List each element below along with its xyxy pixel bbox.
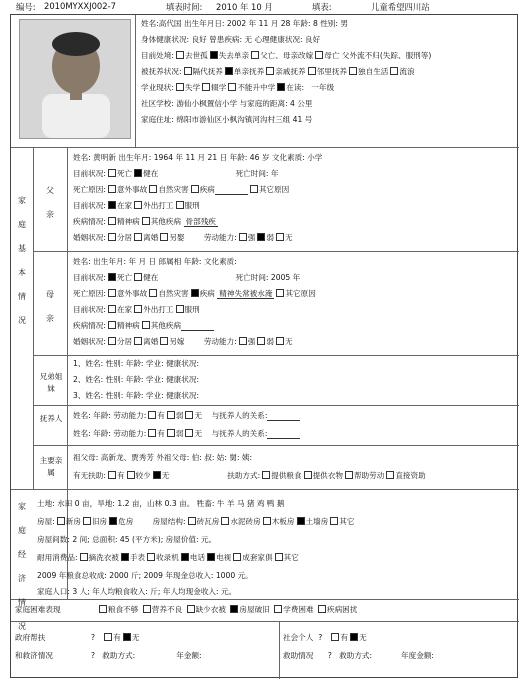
sibling-3: 3、姓名: 性别: 年龄: 学业: 健康状况: <box>73 391 199 400</box>
checkbox-weak[interactable] <box>167 411 175 419</box>
difficulty-options: 粮食不够 营养不良 缺少衣被 房屋破旧 学费困难 疾病困扰 <box>97 605 357 615</box>
checkbox-social-no[interactable] <box>350 633 358 641</box>
checkbox-little[interactable] <box>127 471 135 479</box>
father-marriage: 婚姻状况: 分居 离婚 另娶 劳动能力: 强 弱 无 <box>73 233 293 242</box>
checkbox-disaster[interactable] <box>149 185 157 193</box>
checkbox-separated[interactable] <box>108 233 116 241</box>
checkbox-relative-care[interactable] <box>266 67 274 75</box>
checkbox-mother-alive[interactable] <box>134 273 142 281</box>
checkbox-mother-dead[interactable] <box>315 51 323 59</box>
guardian-label: 抚养人 <box>39 414 63 423</box>
relatives-label: 主要亲属 <box>39 456 63 477</box>
father-death-cause: 死亡原因: 意外事故 自然灾害 疾病 其它原因 <box>73 185 290 194</box>
checkbox-earth[interactable] <box>297 517 305 525</box>
father-current: 目前状况: 在家 外出打工 服刑 <box>73 201 200 210</box>
checkbox-illness[interactable] <box>191 289 199 297</box>
economy-land: 土地: 水田 0 亩，旱地: 1.2 亩，山林 0.3 亩。 牲畜: 牛 羊 马 猪 鸡 鸭 鹅 <box>37 499 285 508</box>
checkbox-father-alive[interactable] <box>134 169 142 177</box>
checkbox-malnutrition[interactable] <box>143 605 151 613</box>
fill-time: 2010 年 10 月 <box>216 2 273 12</box>
checkbox-accident[interactable] <box>108 185 116 193</box>
economy-rooms: 房屋间数: 2 间; 总面积: 45 (平方米); 房屋价值: 元。 <box>37 535 217 544</box>
checkbox-other[interactable] <box>330 517 338 525</box>
checkbox-gov-yes[interactable] <box>104 633 112 641</box>
checkbox-tuition[interactable] <box>274 605 282 613</box>
form-code: 2010MYXXJ002-7 <box>44 1 116 11</box>
checkbox-remarried[interactable] <box>160 233 168 241</box>
mother-label: 母 亲 <box>46 290 54 323</box>
checkbox-weak[interactable] <box>167 429 175 437</box>
child-basic-info: 姓名:高代国 出生年月日: 2002 年 11 月 28 年龄: 8 性别: 男 <box>141 19 348 28</box>
mother-disease: 疾病情况: 精神病 其他疾病 <box>73 321 214 331</box>
checkbox-dropout[interactable] <box>202 83 210 91</box>
economy-section-label: 家 庭 经 济 情 况 <box>18 502 26 631</box>
checkbox-prison[interactable] <box>176 201 184 209</box>
difficulty-label: 家庭困难表现 <box>15 605 61 614</box>
checkbox-migrant[interactable] <box>134 201 142 209</box>
checkbox-other[interactable] <box>276 289 284 297</box>
economy-goods: 耐用消费品: 摘洗衣被 手表 收录机 电话 电视 成套家俱 其它 <box>37 553 299 562</box>
checkbox-homeless[interactable] <box>390 67 398 75</box>
father-basic: 姓名: 黄明新 出生年月: 1964 年 11 月 21 日 年龄: 46 岁 文化素质: 小学 <box>73 153 323 162</box>
checkbox-new-house[interactable] <box>57 517 65 525</box>
org-label: 填表: <box>312 2 332 12</box>
social-aid-detail: 救助情况 ? 救助方式: 年度金额: <box>283 651 434 660</box>
checkbox-phone[interactable] <box>181 553 189 561</box>
checkbox-clothes-shortage[interactable] <box>187 605 195 613</box>
checkbox-separated[interactable] <box>108 337 116 345</box>
checkbox-prison[interactable] <box>176 305 184 313</box>
checkbox-orphan[interactable] <box>176 51 184 59</box>
checkbox-labor[interactable] <box>345 471 353 479</box>
mother-death-cause: 死亡原因: 意外事故 自然灾害 疾病 精神失常被水淹 其它原因 <box>73 289 316 298</box>
checkbox-food-shortage[interactable] <box>99 605 107 613</box>
mother-status: 目前状况: 死亡 健在 死亡时间: 2005 年 <box>73 273 301 282</box>
gov-aid-label: 政府帮扶 <box>15 633 46 642</box>
checkbox-social-yes[interactable] <box>331 633 339 641</box>
checkbox-father-dead[interactable] <box>251 51 259 59</box>
survey-form <box>10 14 518 678</box>
checkbox-none[interactable] <box>153 471 161 479</box>
checkbox-divorced[interactable] <box>134 337 142 345</box>
checkbox-old-house[interactable] <box>230 605 238 613</box>
checkbox-alone[interactable] <box>349 67 357 75</box>
family-section-label: 家 庭 基 本 情 况 <box>18 196 26 325</box>
checkbox-at-home[interactable] <box>108 305 116 313</box>
economy-population: 家庭人口: 3 人; 年人均粮食收入: 斤; 年人均现金收入: 元。 <box>37 587 237 596</box>
checkbox-strong[interactable] <box>239 233 247 241</box>
checkbox-disease[interactable] <box>318 605 326 613</box>
checkbox-strong[interactable] <box>239 337 247 345</box>
checkbox-father-dead[interactable] <box>108 169 116 177</box>
siblings-label: 兄弟姐妹 <box>39 372 63 393</box>
checkbox-clothes[interactable] <box>304 471 312 479</box>
father-disease: 疾病情况: 精神病 其他疾病 骨部残疾 <box>73 217 216 226</box>
checkbox-other[interactable] <box>275 553 283 561</box>
checkbox-has[interactable] <box>148 411 156 419</box>
checkbox-mother-dead[interactable] <box>108 273 116 281</box>
child-photo <box>19 19 131 139</box>
checkbox-migrant[interactable] <box>134 305 142 313</box>
relatives-support: 有无扶助: 有 较少 无 扶助方式: 提供粮食 提供衣物 帮助劳动 直接资助 <box>73 471 426 480</box>
checkbox-has[interactable] <box>108 471 116 479</box>
checkbox-radio[interactable] <box>147 553 155 561</box>
checkbox-divorced[interactable] <box>134 233 142 241</box>
checkbox-single-parent[interactable] <box>210 51 218 59</box>
checkbox-cash[interactable] <box>386 471 394 479</box>
checkbox-none[interactable] <box>185 411 193 419</box>
gov-aid-choice: ? 有 无 <box>91 633 140 642</box>
checkbox-remarried[interactable] <box>160 337 168 345</box>
checkbox-washer[interactable] <box>80 553 88 561</box>
checkbox-dangerous-house[interactable] <box>109 517 117 525</box>
mother-basic: 姓名: 出生年月: 年 月 日 郎属相 年龄: 文化素质: <box>73 257 237 266</box>
child-custody: 被抚养状况: 隔代抚养 单亲抚养 亲戚抚养 邻里抚养 独自生活 流浪 <box>141 67 415 76</box>
sibling-1: 1、姓名: 性别: 年龄: 学业: 健康状况: <box>73 359 199 368</box>
child-school: 社区学校: 游仙小枫置信小学 与家庭的距离: 4 公里 <box>141 99 313 108</box>
checkbox-food[interactable] <box>262 471 270 479</box>
mother-marriage: 婚姻状况: 分居 离婚 另嫁 劳动能力: 强 弱 无 <box>73 337 293 346</box>
org-name: 儿童希望四川站 <box>371 2 430 12</box>
time-label: 填表时间: <box>166 2 203 12</box>
code-label: 编号: <box>16 2 36 12</box>
checkbox-none[interactable] <box>185 429 193 437</box>
checkbox-mental[interactable] <box>108 321 116 329</box>
checkbox-cement[interactable] <box>221 517 229 525</box>
checkbox-tv[interactable] <box>207 553 215 561</box>
gov-aid-detail: ? 救助方式: 年金额: <box>91 651 202 660</box>
checkbox-at-home[interactable] <box>108 201 116 209</box>
checkbox-none[interactable] <box>276 233 284 241</box>
child-school-status: 学业现状: 失学 辍学 不能升中学 在读: 一年级 <box>141 83 335 92</box>
child-address: 家庭住址: 绵阳市游仙区小枫沟镇河沟村三组 41 号 <box>141 115 313 124</box>
checkbox-no-middle-school[interactable] <box>228 83 236 91</box>
checkbox-weak[interactable] <box>257 233 265 241</box>
economy-house: 房屋: 新房 旧房 危房 房屋结构: 砖瓦房 水泥砖房 木板房 土墙房 其它 <box>37 517 355 526</box>
checkbox-other-disease[interactable] <box>142 217 150 225</box>
economy-income: 2009 年粮食总收成: 2000 斤; 2009 年现金总收入: 1000 元。 <box>37 571 253 580</box>
checkbox-illness[interactable] <box>191 185 199 193</box>
checkbox-has[interactable] <box>148 429 156 437</box>
checkbox-weak[interactable] <box>257 337 265 345</box>
checkbox-mental[interactable] <box>108 217 116 225</box>
checkbox-accident[interactable] <box>108 289 116 297</box>
child-situation: 目前处境: 去世孤 失去单亲 父亡、母亲改嫁 母亡 父外流不归(失踪、服刑等) <box>141 51 432 60</box>
checkbox-brick[interactable] <box>188 517 196 525</box>
child-health: 身体健康状况: 良好 曾患疾病: 无 心理健康状况: 良好 <box>141 35 321 44</box>
checkbox-other[interactable] <box>250 185 258 193</box>
guardian-2: 姓名: 年龄: 劳动能力: 有 弱 无 与抚养人的关系: <box>73 429 300 439</box>
guardian-1: 姓名: 年龄: 劳动能力: 有 弱 无 与抚养人的关系: <box>73 411 300 421</box>
checkbox-gov-no[interactable] <box>123 633 131 641</box>
checkbox-out-of-school[interactable] <box>176 83 184 91</box>
checkbox-neighbor-care[interactable] <box>308 67 316 75</box>
relatives-list: 祖父母: 高新龙、贾秀芳 外祖父母: 伯: 叔: 姑: 舅: 姨: <box>73 453 253 462</box>
social-aid-label: 社会个人 ? 有 无 <box>283 633 367 642</box>
checkbox-wood[interactable] <box>263 517 271 525</box>
sibling-2: 2、姓名: 性别: 年龄: 学业: 健康状况: <box>73 375 199 384</box>
checkbox-furniture[interactable] <box>233 553 241 561</box>
father-label: 父 亲 <box>46 186 54 219</box>
mother-current: 目前状况: 在家 外出打工 服刑 <box>73 305 200 314</box>
checkbox-grandparent-care[interactable] <box>184 67 192 75</box>
checkbox-old-house[interactable] <box>83 517 91 525</box>
checkbox-watch[interactable] <box>121 553 129 561</box>
checkbox-single-parent-care[interactable] <box>225 67 233 75</box>
form-header <box>16 1 524 14</box>
checkbox-in-school[interactable] <box>277 83 285 91</box>
father-status: 目前状况: 死亡 健在 死亡时间: 年 <box>73 169 279 178</box>
gov-aid-label-2: 和救济情况 <box>15 651 53 660</box>
checkbox-disaster[interactable] <box>149 289 157 297</box>
checkbox-other-disease[interactable] <box>142 321 150 329</box>
checkbox-none[interactable] <box>276 337 284 345</box>
